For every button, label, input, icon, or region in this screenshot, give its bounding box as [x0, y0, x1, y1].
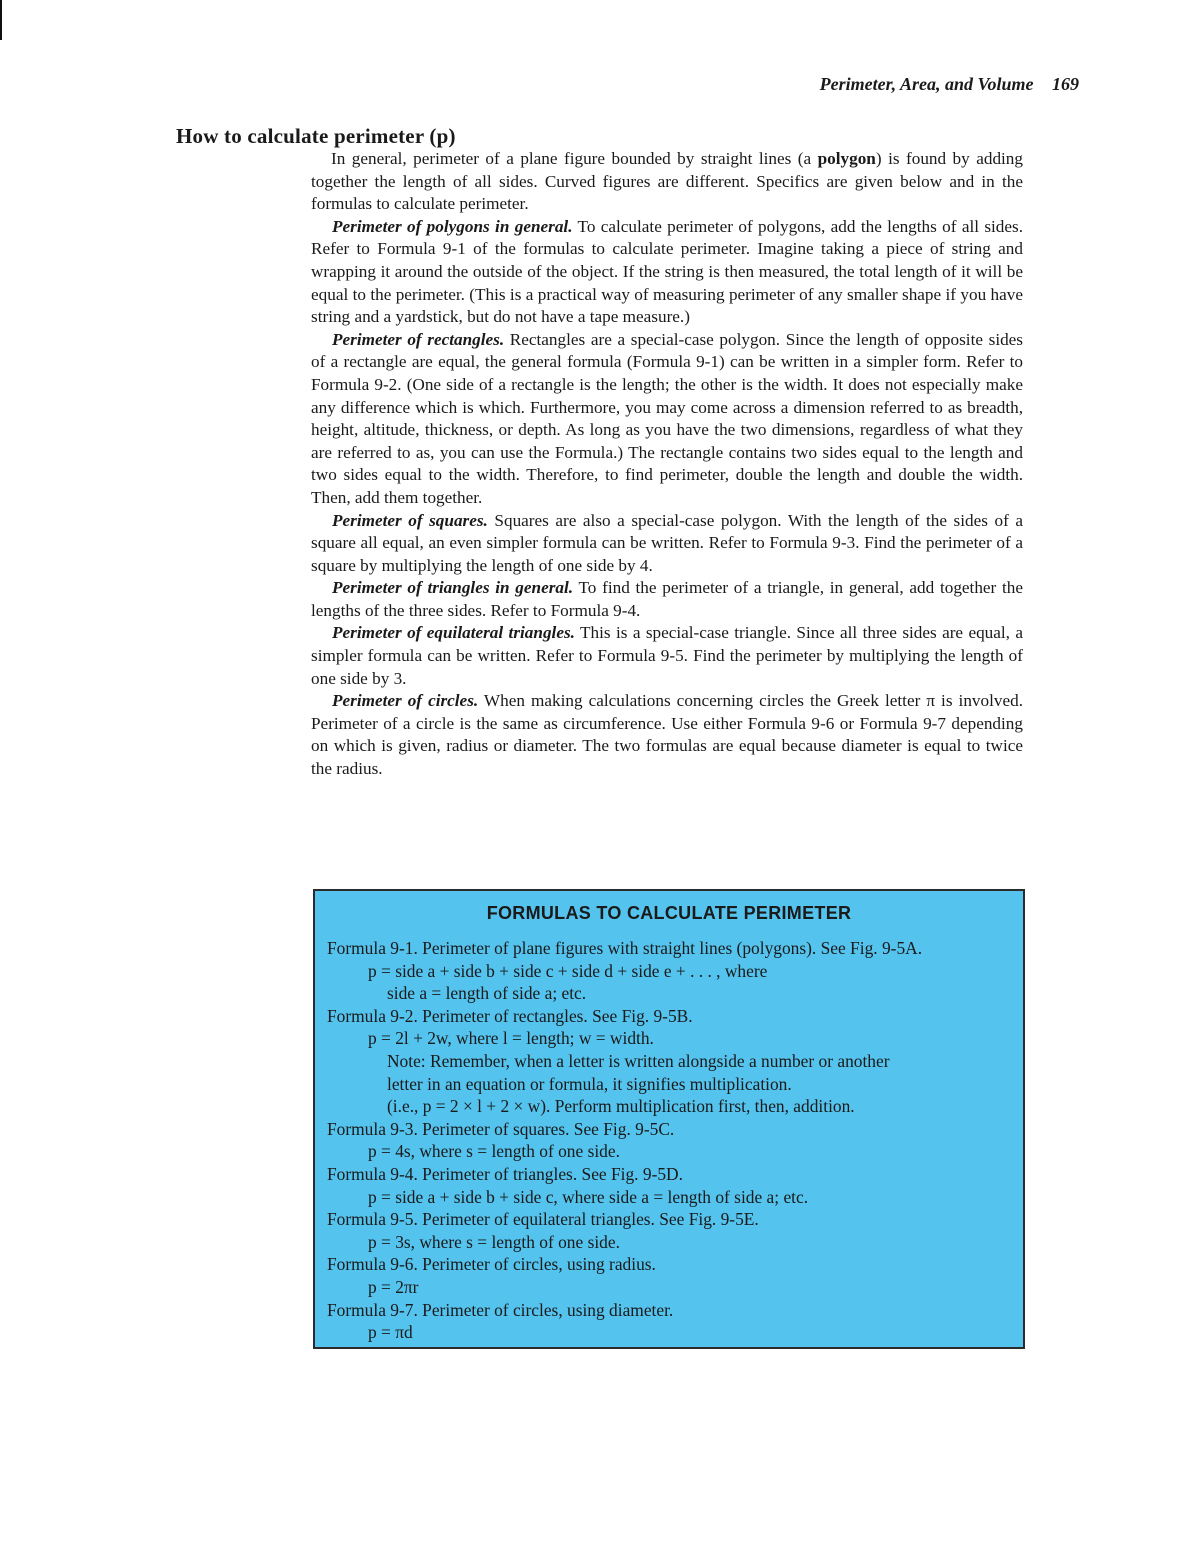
formula-box-title: FORMULAS TO CALCULATE PERIMETER — [486, 903, 852, 923]
paragraph-head: Perimeter of triangles in general. — [332, 578, 574, 598]
formula-line: p = side a + side b + side c + side d + side e + . . . , where — [368, 960, 768, 981]
paragraph-text: Rectangles are a special-case polygon. Since the length of opposite sides of a rectangle are equal, the general formula (Formula 9-1) can be written in a simpler form. Refer to Formula 9-2. (One side of a rectangle is the length; the other is the width. It does not especially make any difference which is which. Furthermore, you may come across a dimension referred to as breadth, height, altitude, thickness, or depth. As long as you have the two dimensions, regardless of what they are referred to as, you can use the Formula.) The rectangle contains two sides equal to the length and two sides equal to the width. Therefore, to find perimeter, double the length and double the width. Then, add them together. — [311, 329, 1024, 507]
page-edge-mark — [0, 0, 2, 40]
formula-line: p = 2πr — [368, 1276, 419, 1297]
paragraph-squares — [311, 510, 1023, 578]
body-text — [311, 148, 1023, 781]
paragraph-text: When making calculations concerning circles the Greek letter π is involved. Perimeter of a circle is the same as circumference. Use either Formula 9-6 or Formula 9-7 depending on which is given, radius or diameter. The two formulas are equal because diameter is equal to twice the radius. — [311, 691, 1023, 779]
formula-line: p = side a + side b + side c, where side a = length of side a; etc. — [368, 1186, 809, 1207]
paragraph-text: To calculate perimeter of polygons, add the lengths of all sides. Refer to Formula 9-1 of the formulas to calculate perimeter. Imagine taking a piece of string and wrapping it around the outside of the object. If the string is then measured, the total length of it will be equal to the perimeter. (This is a practical way of measuring perimeter of any smaller shape if you have string and a yardstick, but do not have a tape measure.) — [311, 216, 1024, 327]
formula-line: Note: Remember, when a letter is written alongside a number or another — [387, 1050, 890, 1071]
paragraph-text: This is a special-case triangle. Since all three sides are equal, a simpler formula can be written. Refer to Formula 9-5. Find the perimeter by multiplying the length of one side by 3. — [311, 623, 1023, 688]
formula-line: p = 3s, where s = length of one side. — [368, 1231, 620, 1252]
polygon-term: polygon — [817, 149, 876, 168]
formula-box — [313, 889, 1025, 1349]
paragraph-head: Perimeter of squares. — [332, 510, 488, 530]
intro-text-before: In general, perimeter of a plane figure bounded by straight lines (a — [331, 149, 818, 168]
formula-line: Formula 9-1. Perimeter of plane figures with straight lines (polygons). See Fig. 9-5A. — [327, 938, 923, 958]
paragraph-text: Squares are also a special-case polygon. With the length of the sides of a square all equal, an even simpler formula can be written. Refer to Formula 9-3. Find the perimeter of a square by multiplying the length of one side by 4. — [311, 510, 1023, 575]
paragraph-polygons — [311, 216, 1023, 329]
paragraph-rectangles — [311, 329, 1023, 510]
formula-lines — [327, 937, 1013, 1344]
paragraph-triangles — [311, 577, 1023, 622]
formula-line: p = 4s, where s = length of one side. — [368, 1141, 620, 1162]
running-header — [820, 74, 1079, 95]
formula-line: Formula 9-2. Perimeter of rectangles. See Fig. 9-5B. — [327, 1005, 693, 1026]
formula-line: letter in an equation or formula, it signifies multiplication. — [387, 1073, 792, 1094]
formula-line: Formula 9-6. Perimeter of circles, using radius. — [327, 1254, 656, 1275]
running-title: Perimeter, Area, and Volume — [819, 74, 1034, 94]
paragraph-head: Perimeter of circles. — [332, 691, 479, 711]
page-number: 169 — [1052, 74, 1079, 94]
formula-line: Formula 9-5. Perimeter of equilateral triangles. See Fig. 9-5E. — [327, 1209, 759, 1230]
formula-line: p = 2l + 2w, where l = length; w = width. — [368, 1028, 654, 1049]
paragraph-text: To find the perimeter of a triangle, in general, add together the lengths of the three sides. Refer to Formula 9-4. — [311, 578, 1023, 620]
formula-line: (i.e., p = 2 × l + 2 × w). Perform multiplication first, then, addition. — [387, 1096, 855, 1117]
formula-line: Formula 9-4. Perimeter of triangles. See Fig. 9-5D. — [327, 1163, 683, 1184]
formula-line: side a = length of side a; etc. — [387, 983, 587, 1004]
intro-text-after: ) is found by adding together the length of all sides. Curved figures are different. Specifics are given below and in the formulas to calculate perimeter. — [311, 149, 1023, 214]
formula-line: Formula 9-3. Perimeter of squares. See Fig. 9-5C. — [327, 1118, 675, 1139]
formula-line: p = πd — [368, 1322, 413, 1343]
paragraph-head: Perimeter of equilateral triangles. — [332, 623, 575, 643]
formula-line: Formula 9-7. Perimeter of circles, using diameter. — [327, 1299, 674, 1320]
paragraph-head: Perimeter of polygons in general. — [332, 216, 573, 236]
paragraph-circles — [311, 690, 1023, 780]
paragraph-head: Perimeter of rectangles. — [332, 329, 505, 349]
paragraph-equilateral — [311, 622, 1023, 690]
intro-paragraph — [311, 148, 1023, 216]
section-heading: How to calculate perimeter (p) — [176, 124, 456, 148]
